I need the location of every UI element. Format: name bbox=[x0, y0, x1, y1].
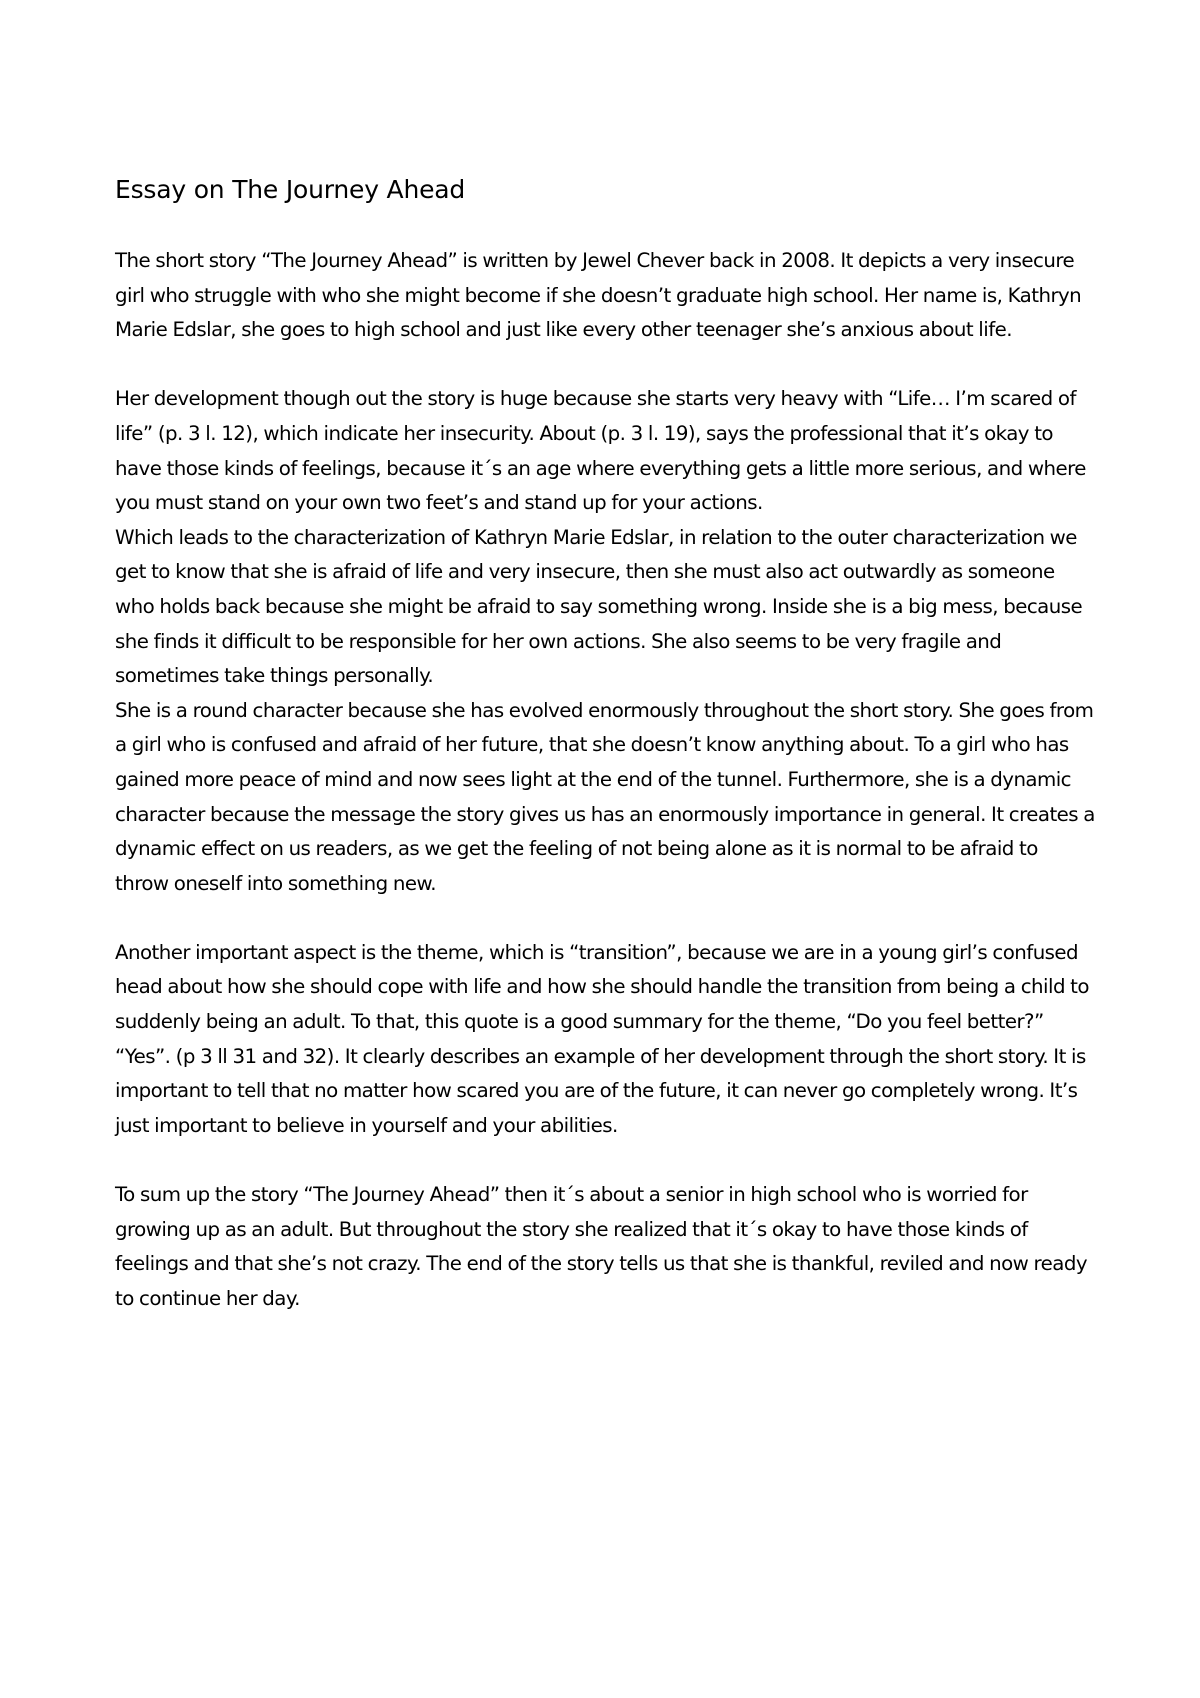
paragraph-gap bbox=[115, 901, 1095, 936]
paragraph-conclusion: To sum up the story “The Journey Ahead” then it´s about a senior in high school who is worried for growing up as an adult. But throughout the story she realized that it´s okay to have those kinds of feelings and that she’s not crazy. The end of the story tells us that she is thankful, reviled and now ready to continue her day. bbox=[115, 1183, 1088, 1310]
paragraph-gap bbox=[115, 348, 1095, 383]
document-title: Essay on The Journey Ahead bbox=[115, 175, 466, 204]
paragraph-theme: Another important aspect is the theme, which is “transition”, because we are in a young girl’s confused head about how she should cope with life and how she should handle the transition from being a child to suddenly being an adult. To that, this quote is a good summary for the theme, “Do you feel better?” “Yes”. (p 3 ll 31 and 32). It clearly describes an example of her development through the short story. It is important to tell that no matter how scared you are of the future, it can never go completely wrong. It’s just important to believe in yourself and your abilities. bbox=[115, 940, 1089, 1137]
paragraph-intro: The short story “The Journey Ahead” is written by Jewel Chever back in 2008. It depicts a very insecure girl who struggle with who she might become if she doesn’t graduate high school. Her name is, Kathryn Marie Edslar, she goes to high school and just like every other teenager she’s anxious about life. bbox=[115, 249, 1082, 342]
paragraph-round-character: She is a round character because she has evolved enormously throughout the short story. She goes from a girl who is confused and afraid of her future, that she doesn’t know anything about. To a girl who has gained more peace of mind and now sees light at the end of the tunnel. Furthermore, she is a dynamic character because the message the story gives us has an enormously importance in general. It creates a dynamic effect on us readers, as we get the feeling of not being alone as it is normal to be afraid to throw oneself into something new. bbox=[115, 698, 1095, 895]
paragraph-characterization: Which leads to the characterization of Kathryn Marie Edslar, in relation to the outer characterization we get to know that she is afraid of life and very insecure, then she must also act outwardly as someone who holds back because she might be afraid to say something wrong. Inside she is a big mess, because she finds it difficult to be responsible for her own actions. She also seems to be very fragile and sometimes take things personally. bbox=[115, 525, 1083, 688]
paragraph-development: Her development though out the story is huge because she starts very heavy with “Life… I’m scared of life” (p. 3 l. 12), which indicate her insecurity. About (p. 3 l. 19), says the professional that it’s okay to have those kinds of feelings, because it´s an age where everything gets a little more serious, and where you must stand on your own two feet’s and stand up for your actions. bbox=[115, 387, 1086, 515]
paragraph-gap bbox=[115, 1143, 1095, 1178]
document-body bbox=[115, 172, 1095, 1316]
